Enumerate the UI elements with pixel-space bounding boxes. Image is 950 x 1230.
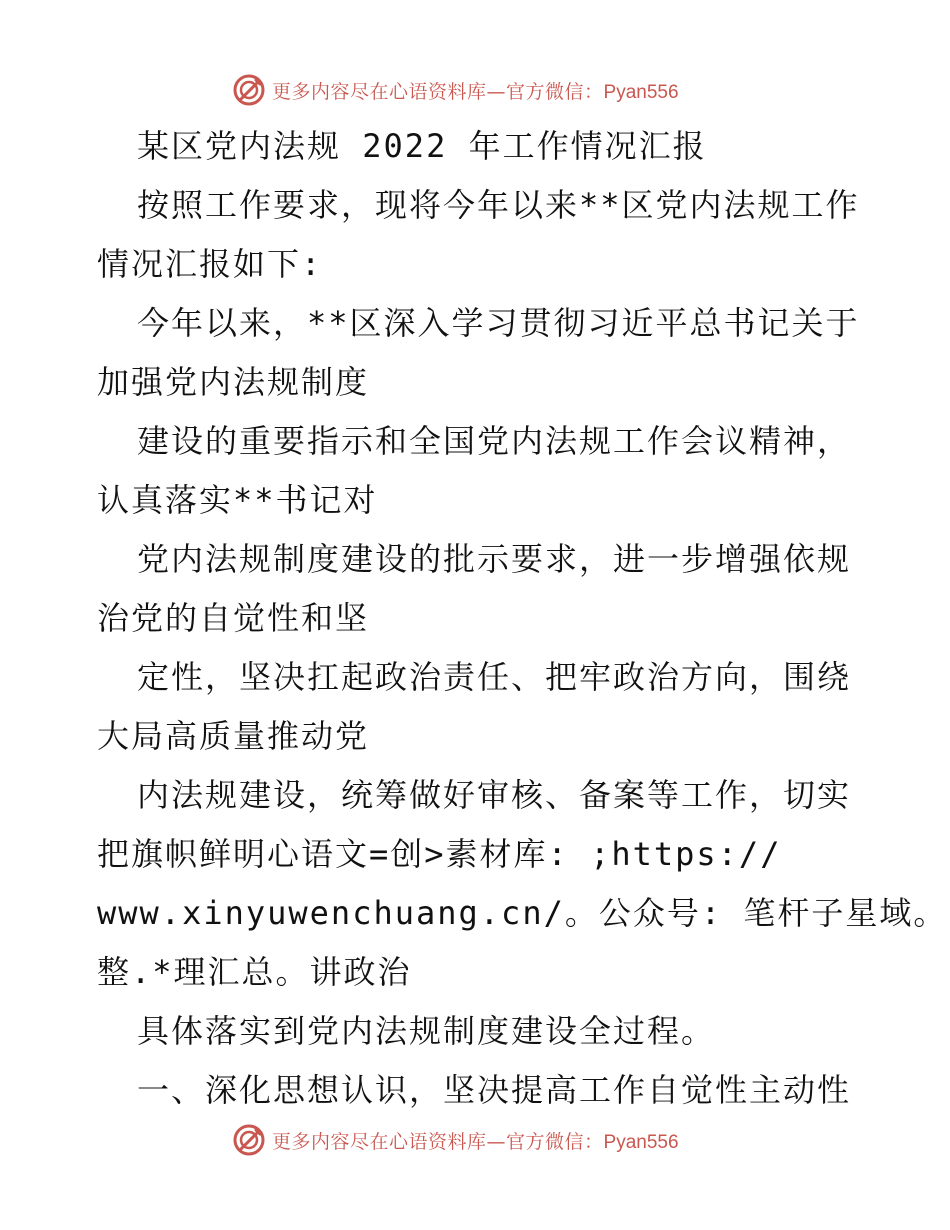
document-body: [97, 117, 948, 1120]
seal-logo-icon: [232, 73, 266, 107]
section-heading: 一、深化思想认识，坚决提高工作自觉性主动性: [137, 1071, 852, 1109]
paragraph-line: 建设的重要指示和全国党内法规工作会议精神，: [137, 422, 852, 460]
document-title: 某区党内法规 2022 年工作情况汇报: [137, 127, 707, 165]
paragraph-line: 把旗帜鲜明心语文=创>素材库: ;https://: [97, 835, 782, 873]
paragraph-line: 认真落实**书记对: [97, 481, 378, 519]
paragraph-line: 治党的自觉性和坚: [97, 599, 370, 637]
watermark-handle: Pyan556: [603, 81, 679, 103]
watermark-banner-top: [232, 70, 679, 110]
paragraph-line: www.xinyuwenchuang.cn/。公众号: 笔杆子星域。: [97, 894, 948, 932]
watermark-text: 更多内容尽在心语资料库—官方微信：Pyan556: [272, 1130, 679, 1153]
paragraph-line: 今年以来，**区深入学习贯彻习近平总书记关于: [137, 304, 860, 342]
paragraph-line: 具体落实到党内法规制度建设全过程。: [137, 1012, 716, 1050]
paragraph-line: 内法规建设，统筹做好审核、备案等工作，切实: [137, 776, 852, 814]
paragraph-line: 大局高质量推动党: [97, 717, 370, 755]
watermark-text: 更多内容尽在心语资料库—官方微信：Pyan556: [272, 80, 679, 103]
paragraph-line: 情况汇报如下:: [97, 245, 323, 283]
watermark-banner-bottom: [232, 1120, 679, 1160]
paragraph-line: 整.*理汇总。讲政治: [97, 953, 412, 991]
paragraph-line: 定性，坚决扛起政治责任、把牢政治方向，围绕: [137, 658, 852, 696]
paragraph-line: 加强党内法规制度: [97, 363, 370, 401]
watermark-handle: Pyan556: [603, 1131, 679, 1153]
seal-logo-icon: [232, 1123, 266, 1157]
paragraph-line: 按照工作要求，现将今年以来**区党内法规工作: [137, 186, 860, 224]
paragraph-line: 党内法规制度建设的批示要求，进一步增强依规: [137, 540, 852, 578]
